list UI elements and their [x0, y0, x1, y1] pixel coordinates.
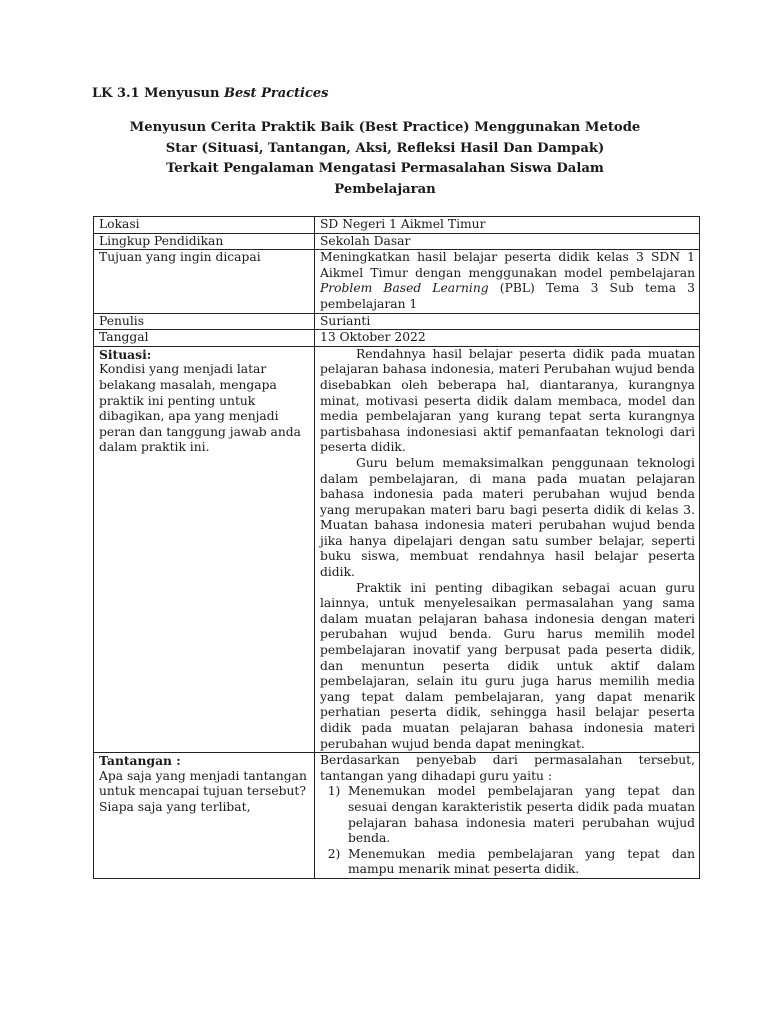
label-tanggal: Tanggal — [94, 330, 315, 347]
row-penulis — [94, 313, 700, 330]
value-tujuan — [315, 250, 700, 313]
tujuan-text-italic: Problem Based Learning — [320, 281, 489, 296]
label-lingkup: Lingkup Pendidikan — [94, 233, 315, 250]
document-title — [90, 118, 680, 200]
label-tujuan: Tujuan yang ingin dicapai — [94, 250, 315, 313]
row-situasi — [94, 346, 700, 752]
list-item-text: Menemukan media pembelajaran yang tepat dan mampu menarik minat peserta didik. — [348, 846, 695, 877]
row-tujuan — [94, 250, 700, 313]
tantangan-prompt: Apa saja yang menjadi tantangan untuk mencapai tujuan tersebut? Siapa saja yang terlibat, — [99, 768, 307, 814]
value-penulis: Surianti — [315, 313, 700, 330]
situasi-paragraph-3: Praktik ini penting dibagikan sebagai acuan guru lainnya, untuk menyelesaikan permasalahan yang sama dalam muatan pelajaran bahasa indonesia dengan materi perubahan wujud benda. Guru harus memilih model pembelajaran inovatif yang berpusat pada peserta didik, dan menuntun peserta didik untuk aktif dalam pembelajaran, selain itu guru juga harus memilih media yang tepat dalam pembelajaran, yang dapat menarik perhatian peserta didik, sehingga hasil belajar peserta didik pada muatan pelajaran bahasa indonesia materi perubahan wujud benda dapat meningkat. — [320, 580, 695, 751]
value-situasi — [315, 346, 700, 752]
tantangan-heading: Tantangan : — [99, 753, 181, 769]
title-line-2: Star (Situasi, Tantangan, Aksi, Refleksi Hasil Dan Dampak) — [165, 140, 605, 156]
value-tantangan — [315, 753, 700, 879]
worksheet-heading — [92, 86, 329, 101]
situasi-prompt: Kondisi yang menjadi latar belakang masalah, mengapa praktik ini penting untuk dibagikan, apa yang menjadi peran dan tanggung jawab anda dalam praktik ini. — [99, 362, 302, 455]
tujuan-text-2: (PBL) Tema 3 Sub tema 3 pembelajaran 1 — [320, 281, 695, 311]
label-situasi — [94, 346, 315, 752]
title-line-3: Terkait Pengalaman Mengatasi Permasalahan Siswa Dalam — [166, 161, 604, 176]
row-tantangan — [94, 753, 700, 879]
list-item — [320, 847, 695, 878]
list-item — [320, 784, 695, 846]
worksheet-heading-text: LK 3.1 Menyusun — [92, 86, 224, 101]
list-item-number: 2) — [327, 846, 341, 861]
row-lokasi — [94, 217, 700, 234]
list-item-text: Menemukan model pembelajaran yang tepat dan sesuai dengan karakteristik peserta didik pada muatan pelajaran bahasa indonesia materi perubahan wujud benda. — [348, 784, 695, 846]
list-item-number: 1) — [327, 784, 341, 799]
best-practice-table — [93, 216, 700, 879]
label-lokasi: Lokasi — [94, 217, 315, 234]
title-line-1: Menyusun Cerita Praktik Baik (Best Practice) Menggunakan Metode — [129, 120, 641, 135]
row-lingkup — [94, 233, 700, 250]
tantangan-intro: Berdasarkan penyebab dari permasalahan tersebut, tantangan yang dihadapi guru yaitu : — [320, 753, 695, 783]
value-lingkup: Sekolah Dasar — [315, 233, 700, 250]
row-tanggal — [94, 330, 700, 347]
label-penulis: Penulis — [94, 313, 315, 330]
tujuan-text-1: Meningkatkan hasil belajar peserta didik kelas 3 SDN 1 Aikmel Timur dengan menggunakan model pembelajaran — [320, 250, 695, 280]
value-lokasi: SD Negeri 1 Aikmel Timur — [315, 217, 700, 234]
tantangan-list — [320, 784, 695, 878]
label-tantangan — [94, 753, 315, 879]
situasi-paragraph-2: Guru belum memaksimalkan penggunaan teknologi dalam pembelajaran, di mana pada muatan pelajaran bahasa indonesia pada materi perubahan wujud benda yang merupakan materi baru bagi peserta didik di kelas 3. Muatan bahasa indonesia materi perubahan wujud benda jika hanya dipelajari dengan satu sumber belajar, seperti buku siswa, membuat rendahnya hasil belajar peserta didik. — [320, 455, 695, 580]
title-line-4: Pembelajaran — [334, 181, 436, 197]
situasi-paragraph-1: Rendahnya hasil belajar peserta didik pada muatan pelajaran bahasa indonesia, materi Perubahan wujud benda disebabkan oleh beberapa hal, diantaranya, kurangnya minat, motivasi peserta didik dalam membaca, model dan media pembelajaran yang kurang tepat serta kurangnya partisbahasa indonesiasi aktif pemanfaatan teknologi dari peserta didik. — [320, 346, 695, 455]
worksheet-heading-italic: Best Practices — [223, 86, 329, 101]
value-tanggal: 13 Oktober 2022 — [315, 330, 700, 347]
situasi-heading: Situasi: — [99, 346, 152, 362]
